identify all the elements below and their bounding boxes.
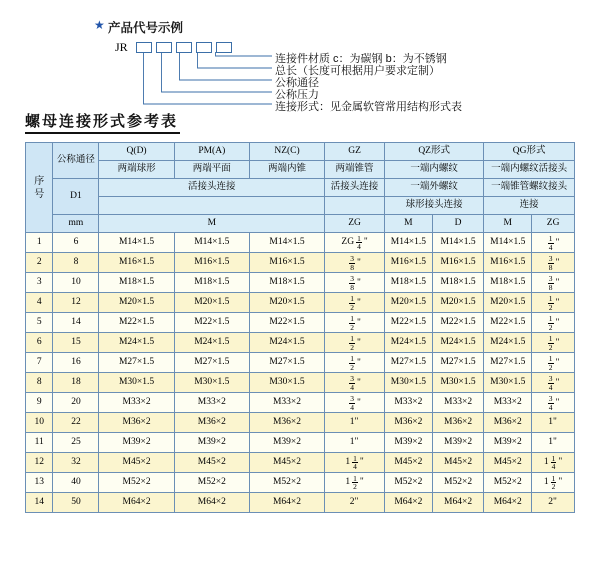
cell-pm: M45×2 [174,453,249,473]
cell-nz: M18×1.5 [249,273,324,293]
cell-qg-m: M30×1.5 [484,373,532,393]
header-qg-thread: 一端锥管螺纹接头 [484,179,575,197]
header-seq-ch2: 号 [34,188,45,200]
cell-qz-m: M27×1.5 [384,353,432,373]
cell-qz-d: M16×1.5 [432,253,484,273]
header-qz-thread: 一端外螺纹 [384,179,483,197]
cell-nz: M22×1.5 [249,313,324,333]
table-row [26,293,575,313]
cell-dn: 6 [53,233,99,253]
header-gz-connection: 活接头连接 [325,179,385,197]
cell-pm: M36×2 [174,413,249,433]
star-icon: ★ [94,18,105,32]
cell-seq: 13 [26,473,53,493]
cell-seq: 2 [26,253,53,273]
table-row [26,253,575,273]
cell-dn: 15 [53,333,99,353]
table-header [26,143,575,233]
cell-gz: $\frac{3}{8}$ " [325,253,385,273]
table-row [26,273,575,293]
title-underline [25,132,180,134]
cell-qz-d: M22×1.5 [432,313,484,333]
table-row [26,333,575,353]
cell-gz: $\frac{1}{2}$ " [325,353,385,373]
cell-qd: M36×2 [99,413,174,433]
unit-m-qg: M [484,215,532,233]
cell-qg-m: M14×1.5 [484,233,532,253]
cell-qg-m: M22×1.5 [484,313,532,333]
cell-qg-zg: $\frac{3}{4}$ " [532,393,575,413]
cell-qd: M27×1.5 [99,353,174,373]
code-boxes [136,42,232,53]
cell-seq: 10 [26,413,53,433]
cell-qz-m: M18×1.5 [384,273,432,293]
cell-qz-d: M45×2 [432,453,484,473]
cell-nz: M45×2 [249,453,324,473]
cell-qz-m: M30×1.5 [384,373,432,393]
page-title: 螺母连接形式参考表 [25,113,179,130]
cell-qg-m: M20×1.5 [484,293,532,313]
cell-seq: 1 [26,233,53,253]
cell-qd: M22×1.5 [99,313,174,333]
cell-pm: M22×1.5 [174,313,249,333]
cell-seq: 7 [26,353,53,373]
cell-qd: M45×2 [99,453,174,473]
header-qd-desc: 两端球形 [99,161,174,179]
header-blank-gz [325,197,385,215]
cell-dn: 22 [53,413,99,433]
cell-qd: M33×2 [99,393,174,413]
cell-qg-zg: $\frac{1}{4}$ " [532,233,575,253]
cell-dn: 20 [53,393,99,413]
header-qg-desc: 一端内螺纹活接头 [484,161,575,179]
cell-qg-zg: $\frac{1}{2}$ " [532,293,575,313]
cell-qz-m: M24×1.5 [384,333,432,353]
cell-pm: M16×1.5 [174,253,249,273]
cell-seq: 5 [26,313,53,333]
header-d1: D1 [53,179,99,215]
cell-nz: M14×1.5 [249,233,324,253]
cell-gz: $\frac{3}{4}$ " [325,373,385,393]
table-row [26,313,575,333]
cell-gz: 1 $\frac{1}{4}$ " [325,453,385,473]
table-header-row-2 [26,161,575,179]
cell-dn: 8 [53,253,99,273]
cell-nz: M27×1.5 [249,353,324,373]
legend-title: 产品代号示例 [108,21,184,35]
cell-qg-m: M33×2 [484,393,532,413]
unit-zg-qg: ZG [532,215,575,233]
header-group-qd: Q(D) [99,143,174,161]
cell-qg-zg: 1" [532,413,575,433]
cell-pm: M24×1.5 [174,333,249,353]
cell-qg-zg: $\frac{3}{8}$ " [532,253,575,273]
cell-seq: 4 [26,293,53,313]
code-box [136,42,152,53]
table-body [26,233,575,513]
cell-qz-m: M45×2 [384,453,432,473]
header-group-gz: GZ [325,143,385,161]
unit-zg-gz: ZG [325,215,385,233]
cell-seq: 3 [26,273,53,293]
cell-qg-m: M39×2 [484,433,532,453]
table-row [26,473,575,493]
code-box [176,42,192,53]
cell-qg-zg: 1 $\frac{1}{2}$ " [532,473,575,493]
cell-dn: 14 [53,313,99,333]
cell-dn: 10 [53,273,99,293]
cell-qg-m: M18×1.5 [484,273,532,293]
cell-gz: $\frac{1}{2}$ " [325,293,385,313]
cell-seq: 9 [26,393,53,413]
cell-dn: 18 [53,373,99,393]
cell-qg-zg: $\frac{1}{2}$ " [532,353,575,373]
cell-seq: 12 [26,453,53,473]
header-qz-ball: 球形接头连接 [384,197,483,215]
cell-qg-zg: 2" [532,493,575,513]
cell-dn: 12 [53,293,99,313]
header-pm-desc: 两端平面 [174,161,249,179]
unit-m-left: M [99,215,325,233]
nut-connection-table [25,142,575,513]
header-nz-desc: 两端内锥 [249,161,324,179]
cell-nz: M39×2 [249,433,324,453]
cell-pm: M30×1.5 [174,373,249,393]
table-row [26,233,575,253]
cell-qd: M18×1.5 [99,273,174,293]
cell-qz-m: M22×1.5 [384,313,432,333]
cell-qd: M16×1.5 [99,253,174,273]
cell-qd: M30×1.5 [99,373,174,393]
unit-m-qz: M [384,215,432,233]
cell-qz-m: M64×2 [384,493,432,513]
cell-nz: M52×2 [249,473,324,493]
header-group-nz: NZ(C) [249,143,324,161]
cell-qz-d: M18×1.5 [432,273,484,293]
cell-nz: M30×1.5 [249,373,324,393]
legend-item-material: 连接件材质 c：为碳钢 b：为不锈钢 [275,53,447,65]
cell-qg-zg: $\frac{3}{8}$ " [532,273,575,293]
cell-qz-d: M52×2 [432,473,484,493]
cell-dn: 25 [53,433,99,453]
legend-item-length: 总长（长度可根据用户要求定制） [275,65,440,77]
cell-gz: 1" [325,413,385,433]
cell-qz-d: M30×1.5 [432,373,484,393]
cell-dn: 50 [53,493,99,513]
cell-pm: M64×2 [174,493,249,513]
cell-nz: M36×2 [249,413,324,433]
cell-pm: M52×2 [174,473,249,493]
cell-seq: 11 [26,433,53,453]
cell-dn: 40 [53,473,99,493]
cell-qg-zg: $\frac{3}{4}$ " [532,373,575,393]
cell-qg-m: M64×2 [484,493,532,513]
cell-qz-d: M64×2 [432,493,484,513]
header-seq-ch1: 序 [34,175,45,187]
cell-nz: M20×1.5 [249,293,324,313]
legend-item-connection-type: 连接形式：见金属软管常用结构形式表 [275,101,462,113]
unit-d-qz: D [432,215,484,233]
header-group-pm: PM(A) [174,143,249,161]
cell-qd: M24×1.5 [99,333,174,353]
cell-qz-m: M39×2 [384,433,432,453]
cell-qg-m: M52×2 [484,473,532,493]
cell-qg-m: M36×2 [484,413,532,433]
cell-pm: M33×2 [174,393,249,413]
cell-qd: M52×2 [99,473,174,493]
cell-nz: M33×2 [249,393,324,413]
header-qg-conn: 连接 [484,197,575,215]
cell-qz-d: M24×1.5 [432,333,484,353]
cell-qz-m: M33×2 [384,393,432,413]
header-group-qg: QG形式 [484,143,575,161]
legend-item-nominal-pressure: 公称压力 [275,89,319,101]
table-header-row-1 [26,143,575,161]
cell-qz-d: M27×1.5 [432,353,484,373]
cell-seq: 14 [26,493,53,513]
cell-seq: 6 [26,333,53,353]
cell-pm: M27×1.5 [174,353,249,373]
cell-qz-m: M20×1.5 [384,293,432,313]
cell-gz: 1" [325,433,385,453]
table-row [26,433,575,453]
cell-pm: M14×1.5 [174,233,249,253]
table-row [26,353,575,373]
cell-qg-m: M16×1.5 [484,253,532,273]
header-gz-desc: 两端锥管 [325,161,385,179]
legend-item-nominal-diameter: 公称通径 [275,77,319,89]
cell-qz-m: M36×2 [384,413,432,433]
cell-qg-m: M45×2 [484,453,532,473]
header-blank-left [99,197,325,215]
cell-qg-zg: $\frac{1}{2}$ " [532,313,575,333]
cell-qz-d: M33×2 [432,393,484,413]
table-header-row-3 [26,179,575,197]
table-row [26,393,575,413]
cell-qz-d: M14×1.5 [432,233,484,253]
cell-qz-m: M14×1.5 [384,233,432,253]
cell-gz: $\frac{3}{8}$ " [325,273,385,293]
cell-qz-m: M16×1.5 [384,253,432,273]
cell-nz: M64×2 [249,493,324,513]
cell-gz: ZG $\frac{1}{4}$ " [325,233,385,253]
cell-qg-m: M24×1.5 [484,333,532,353]
code-prefix: JR [115,40,128,54]
cell-pm: M20×1.5 [174,293,249,313]
table-header-row-units [26,215,575,233]
cell-gz: $\frac{3}{4}$ " [325,393,385,413]
header-seq [26,143,53,233]
unit-mm: mm [53,215,99,233]
cell-qg-zg: $\frac{1}{2}$ " [532,333,575,353]
product-code-legend [0,0,600,113]
cell-pm: M18×1.5 [174,273,249,293]
cell-seq: 8 [26,373,53,393]
cell-qd: M39×2 [99,433,174,453]
cell-qg-zg: 1" [532,433,575,453]
cell-qz-m: M52×2 [384,473,432,493]
table-row [26,493,575,513]
cell-dn: 32 [53,453,99,473]
cell-qz-d: M20×1.5 [432,293,484,313]
cell-pm: M39×2 [174,433,249,453]
cell-gz: $\frac{1}{2}$ " [325,333,385,353]
cell-qz-d: M39×2 [432,433,484,453]
cell-gz: 2" [325,493,385,513]
cell-dn: 16 [53,353,99,373]
table-row [26,453,575,473]
cell-gz: $\frac{1}{2}$ " [325,313,385,333]
table-row [26,373,575,393]
cell-qd: M14×1.5 [99,233,174,253]
cell-qd: M20×1.5 [99,293,174,313]
cell-nz: M24×1.5 [249,333,324,353]
cell-gz: 1 $\frac{1}{2}$ " [325,473,385,493]
cell-qg-m: M27×1.5 [484,353,532,373]
table-header-row-4 [26,197,575,215]
header-group-qz: QZ形式 [384,143,483,161]
cell-qz-d: M36×2 [432,413,484,433]
cell-qd: M64×2 [99,493,174,513]
code-box [196,42,212,53]
cell-nz: M16×1.5 [249,253,324,273]
code-box [156,42,172,53]
code-box [216,42,232,53]
cell-qg-zg: 1 $\frac{1}{4}$ " [532,453,575,473]
header-qz-desc: 一端内螺纹 [384,161,483,179]
header-left-connection: 活接头连接 [99,179,325,197]
table-row [26,413,575,433]
header-dn: 公称通径 [53,143,99,179]
